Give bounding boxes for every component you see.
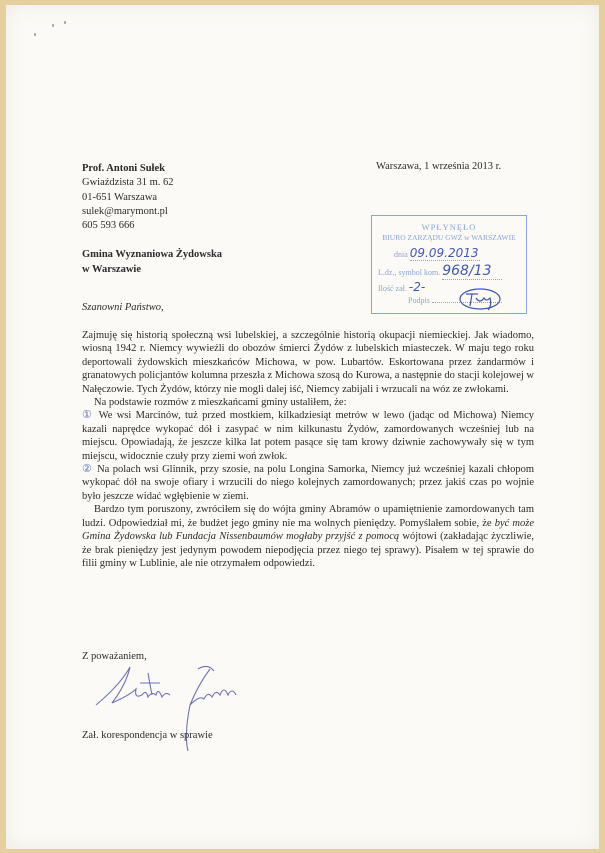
speck	[64, 21, 66, 24]
finding-2	[82, 463, 534, 503]
circled-number-1-icon: ①	[82, 409, 94, 422]
initials-loop	[460, 289, 500, 309]
sender-street: Gwiaździsta 31 m. 62	[82, 177, 174, 189]
stamp-ref-value: 968/13	[442, 263, 502, 280]
date-line: Warszawa, 1 września 2013 r.	[376, 161, 502, 172]
sender-email: sulek@marymont.pl	[82, 205, 168, 217]
stamp-attachments-row	[378, 280, 425, 294]
stamp-date-label: dnia	[394, 250, 408, 259]
stamp-date-row	[394, 246, 480, 261]
stamp-ref-row	[378, 263, 502, 280]
recipient-line2: w Warszawie	[82, 263, 142, 275]
handwritten-signature	[90, 665, 270, 755]
scanned-letter-page	[6, 5, 599, 849]
paragraph-findings-intro: Na podstawie rozmów z mieszkańcami gminy ustaliłem, że:	[94, 397, 347, 409]
finding-1-text: We wsi Marcinów, tuż przed mostkiem, kilkadziesiąt metrów w lewo (jadąc od Michowa) Niemcy kazali naprędce wykopać dół i zasypać w nim kilkunastu Żydów, zamordowanych wcześniej lub na miejscu. Opowiadają, że jeszcze kilka lat potem pasące się tam krowy dziwnie zachowywały się w tym miejscu, widocznie czuły przy ziemi woń zwłok.	[82, 410, 534, 462]
paragraph-intro: Zajmuję się historią społeczną wsi lubelskiej, a szczególnie historią okupacji niemieckiej. Jak wiadomo, wiosną 1942 r. Niemcy wywieźli do obozów śmierci Żydów z lubelskich miasteczek. W maju tego roku deportowali żydowskich mieszkańców Michowa, w pow. Lubartów. Eskortowana przez żandarmów i granatowych policjantów kolumna przeszła z Michowa szosą do Kurowa, a następnie do stacji kolejowej w Nałęczowie. Tych Żydów, którzy nie mogli dalej iść, Niemcy zabijali i wrzucali na wóz ze zwłokami.	[82, 330, 534, 395]
letter-body	[82, 329, 534, 570]
stamp-attachments-label: Ilość zał.	[378, 284, 407, 293]
closing-italic: być może Gmina Żydowska lub Fundacja Nissenbaumów mogłaby przyjść z pomocą	[82, 517, 534, 543]
attachment-note: Zał. korespondencja w sprawie	[82, 730, 213, 741]
stamp-initials-signature	[458, 286, 504, 312]
sender-name: Prof. Antoni Sułek	[82, 163, 165, 174]
paragraph-closing	[82, 503, 534, 570]
speck	[34, 33, 36, 36]
stamp-office: BIURO ZARZĄDU GWŻ w WARSZAWIE	[382, 233, 516, 242]
signature-first-name	[96, 667, 170, 705]
sender-city: 01-651 Warszawa	[82, 191, 158, 203]
closing-part1: Bardzo tym poruszony, zwróciłem się do wójta gminy Abramów o upamiętnienie zamordowanych tam ludzi. Odpowiedział mi, że budżet jego gminy nie ma wolnych pieniędzy. Pomyślałem sobie, że	[82, 504, 534, 529]
speck	[52, 24, 54, 27]
received-stamp	[371, 215, 527, 314]
finding-2-text: Na polach wsi Glinnik, przy szosie, na polu Longina Samorka, Niemcy już wcześniej kazali chłopom wykopać dół na swoje ofiary i wrzucili do niego kolejnych zamordowanych; przez jakiś czas po wojnie było jeszcze widać wgłębienie w ziemi.	[82, 464, 534, 502]
stamp-title: WPŁYNĘŁO	[421, 222, 477, 232]
salutation: Szanowni Państwo,	[82, 302, 164, 313]
sender-block	[82, 162, 174, 233]
finding-1	[82, 409, 534, 463]
stamp-signature-label: Podpis	[408, 296, 430, 305]
stamp-attachments-value: -2-	[408, 280, 426, 294]
circled-number-2-icon: ②	[82, 463, 93, 476]
recipient-line1: Gmina Wyznaniowa Żydowska	[82, 249, 223, 260]
sender-phone: 605 593 666	[82, 220, 135, 232]
stamp-ref-label: L.dz., symbol kom.	[378, 268, 441, 277]
stamp-date-value: 09.09.2013	[409, 246, 479, 260]
closing-part2: wójtowi (zakładając życzliwie, że brak pieniędzy jest jedynym powodem niepodjęcia przez niego tej sprawy). Pisałem w tej sprawie do filii gminy w Lublinie, ale nie otrzymałem odpowiedzi.	[82, 531, 534, 569]
recipient-block	[82, 248, 222, 277]
closing-phrase: Z poważaniem,	[82, 651, 147, 662]
